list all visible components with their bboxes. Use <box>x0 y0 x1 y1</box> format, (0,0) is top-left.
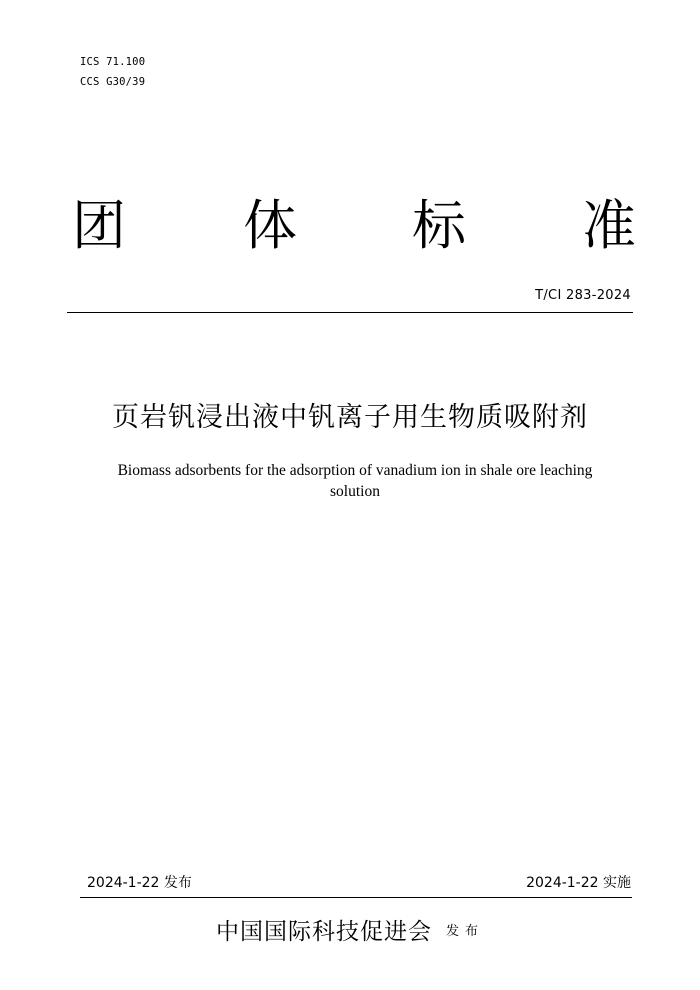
english-title <box>90 460 620 502</box>
ccs-code: CCS G30/39 <box>80 76 146 88</box>
publisher-issue-label: 发布 <box>445 924 484 939</box>
publisher <box>0 913 700 946</box>
publish-date: 2024-1-22 发布 <box>87 875 192 891</box>
standard-number: T/CI 283-2024 <box>535 288 631 303</box>
publisher-org: 中国国际科技促进会 <box>215 919 432 945</box>
implement-date: 2024-1-22 实施 <box>526 875 631 891</box>
classification-codes <box>80 52 145 92</box>
ics-code: ICS 71.100 <box>80 56 146 68</box>
group-standard-heading <box>72 186 642 266</box>
english-title-line-1: Biomass adsorbents for the adsorption of vanadium ion in shale ore leaching <box>117 462 593 479</box>
heading-char-4: 准 <box>582 194 636 257</box>
bottom-divider <box>80 897 632 898</box>
heading-char-3: 标 <box>412 194 466 257</box>
top-divider <box>67 312 633 313</box>
heading-char-2: 体 <box>243 194 297 257</box>
heading-char-1: 团 <box>72 194 126 257</box>
english-title-line-2: solution <box>330 483 380 500</box>
chinese-title: 页岩钒浸出液中钒离子用生物质吸附剂 <box>112 402 588 433</box>
